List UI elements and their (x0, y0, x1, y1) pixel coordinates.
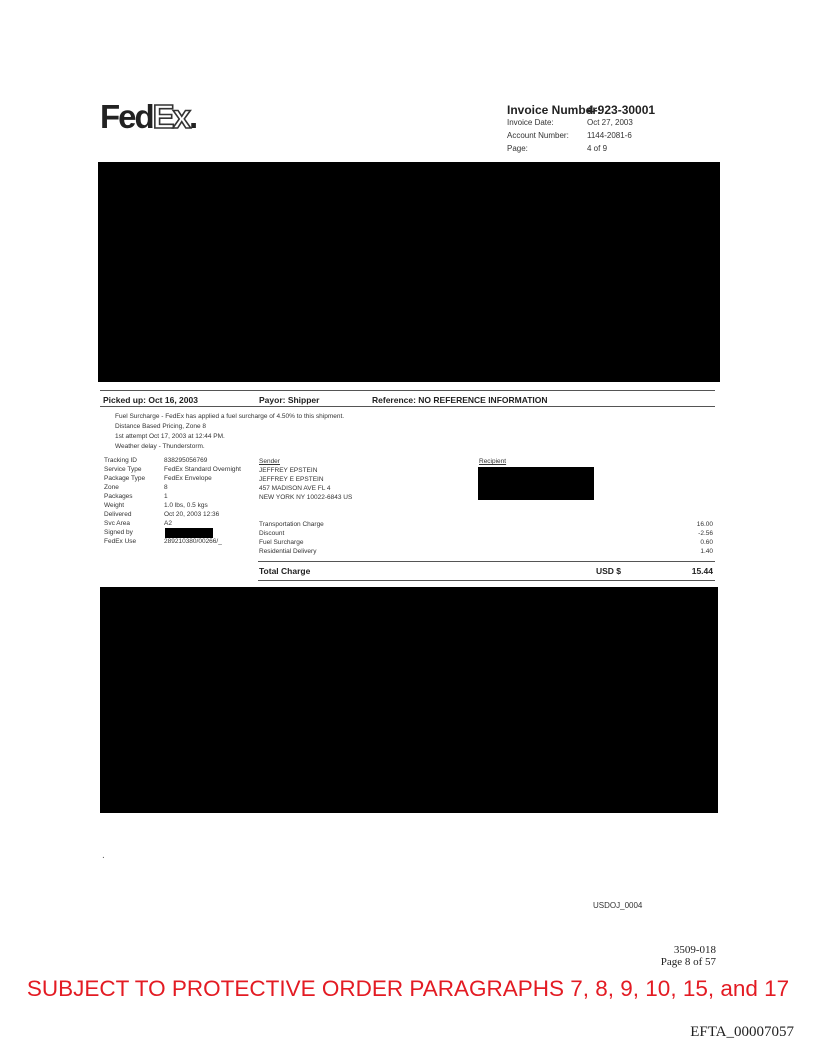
detail-value-tracking-id: 838295056769 (164, 457, 208, 464)
efta-number: EFTA_00007057 (690, 1024, 794, 1040)
total-charge-label: Total Charge (259, 566, 311, 576)
note-fuel-surcharge: Fuel Surcharge - FedEx has applied a fuel surcharge of 4.50% to this shipment. (115, 413, 345, 420)
usdoj-doc-id: USDOJ_0004 (593, 901, 643, 910)
detail-label-service-type: Service Type (104, 466, 142, 473)
charge-amount-residential-delivery: 1.40 (700, 548, 713, 555)
detail-label-tracking-id: Tracking ID (104, 457, 137, 464)
invoice-date-label: Invoice Date: (507, 118, 554, 127)
detail-value-zone: 8 (164, 484, 168, 491)
invoice-page (507, 144, 607, 153)
sender-line-city: NEW YORK NY 10022-6843 US (259, 494, 353, 501)
note-weather-delay: Weather delay - Thunderstorm. (115, 443, 205, 450)
payor: Payor: Shipper (259, 395, 320, 405)
detail-value-service-type: FedEx Standard Overnight (164, 466, 241, 473)
section-rule-top (100, 390, 715, 391)
invoice-page-label: Page: (507, 144, 528, 153)
total-charge-amount: 15.44 (691, 566, 713, 576)
note-first-attempt: 1st attempt Oct 17, 2003 at 12:44 PM. (115, 433, 225, 440)
detail-value-svc-area: A2 (164, 520, 172, 527)
sender-line-name: JEFFREY EPSTEIN (259, 467, 318, 474)
picked-up-date: Picked up: Oct 16, 2003 (103, 395, 198, 405)
footer-dot: . (102, 850, 105, 861)
total-currency: USD $ (596, 566, 622, 576)
redaction-block-bottom (100, 587, 718, 813)
section-rule-bottom (100, 406, 715, 407)
protective-order-notice: SUBJECT TO PROTECTIVE ORDER PARAGRAPHS 7, 8, 9, 10, 15, and 17 (26, 976, 790, 1001)
total-rule-bottom (258, 580, 715, 581)
detail-label-package-type: Package Type (104, 475, 146, 482)
total-rule (258, 561, 715, 562)
redaction-signed-by (165, 528, 213, 538)
invoice-page-value: 4 of 9 (587, 144, 608, 153)
fedex-logo (100, 100, 196, 133)
detail-label-fedex-use: FedEx Use (104, 538, 137, 545)
logo-fed: Fed (100, 98, 153, 135)
detail-label-zone: Zone (104, 484, 119, 491)
detail-value-packages: 1 (164, 493, 168, 500)
detail-label-weight: Weight (104, 502, 125, 509)
invoice-number-label: Invoice Number: (507, 103, 602, 117)
charge-amount-discount: -2.56 (698, 530, 713, 537)
sender-line-street: 457 MADISON AVE FL 4 (259, 485, 331, 492)
charge-label-transportation: Transportation Charge (259, 521, 324, 528)
detail-label-delivered: Delivered (104, 511, 132, 518)
sender-label: Sender (259, 458, 280, 465)
logo-dot: . (189, 98, 197, 135)
detail-value-weight: 1.0 lbs, 0.5 kgs (164, 502, 208, 509)
sender-line-company: JEFFREY E EPSTEIN (259, 476, 324, 483)
account-number-label: Account Number: (507, 131, 569, 140)
reference: Reference: NO REFERENCE INFORMATION (372, 395, 548, 405)
redaction-recipient (478, 467, 594, 500)
account-number (507, 131, 632, 140)
invoice-number (507, 103, 655, 117)
case-reference: 3509-018 (673, 944, 716, 956)
invoice-date-value: Oct 27, 2003 (587, 118, 633, 127)
redaction-block-top (98, 162, 720, 382)
detail-label-svc-area: Svc Area (104, 520, 131, 527)
detail-label-packages: Packages (104, 493, 133, 500)
detail-label-signed-by: Signed by (104, 529, 133, 536)
detail-value-fedex-use: 289210380/00266/_ (164, 538, 222, 545)
note-zone: Distance Based Pricing, Zone 8 (115, 423, 207, 430)
charge-label-discount: Discount (259, 530, 285, 537)
charge-amount-fuel-surcharge: 0.60 (700, 539, 713, 546)
charge-label-fuel-surcharge: Fuel Surcharge (259, 539, 304, 546)
recipient-label: Recipient (479, 458, 507, 465)
detail-value-package-type: FedEx Envelope (164, 475, 212, 482)
charge-amount-transportation: 16.00 (696, 521, 713, 528)
invoice-number-value: 4-923-30001 (587, 103, 656, 117)
detail-value-delivered: Oct 20, 2003 12:36 (164, 511, 220, 518)
invoice-date (507, 118, 633, 127)
charge-label-residential-delivery: Residential Delivery (259, 548, 317, 555)
logo-ex: Ex (152, 98, 190, 135)
page-reference: Page 8 of 57 (660, 956, 716, 968)
account-number-value: 1144-2081-6 (587, 131, 632, 140)
